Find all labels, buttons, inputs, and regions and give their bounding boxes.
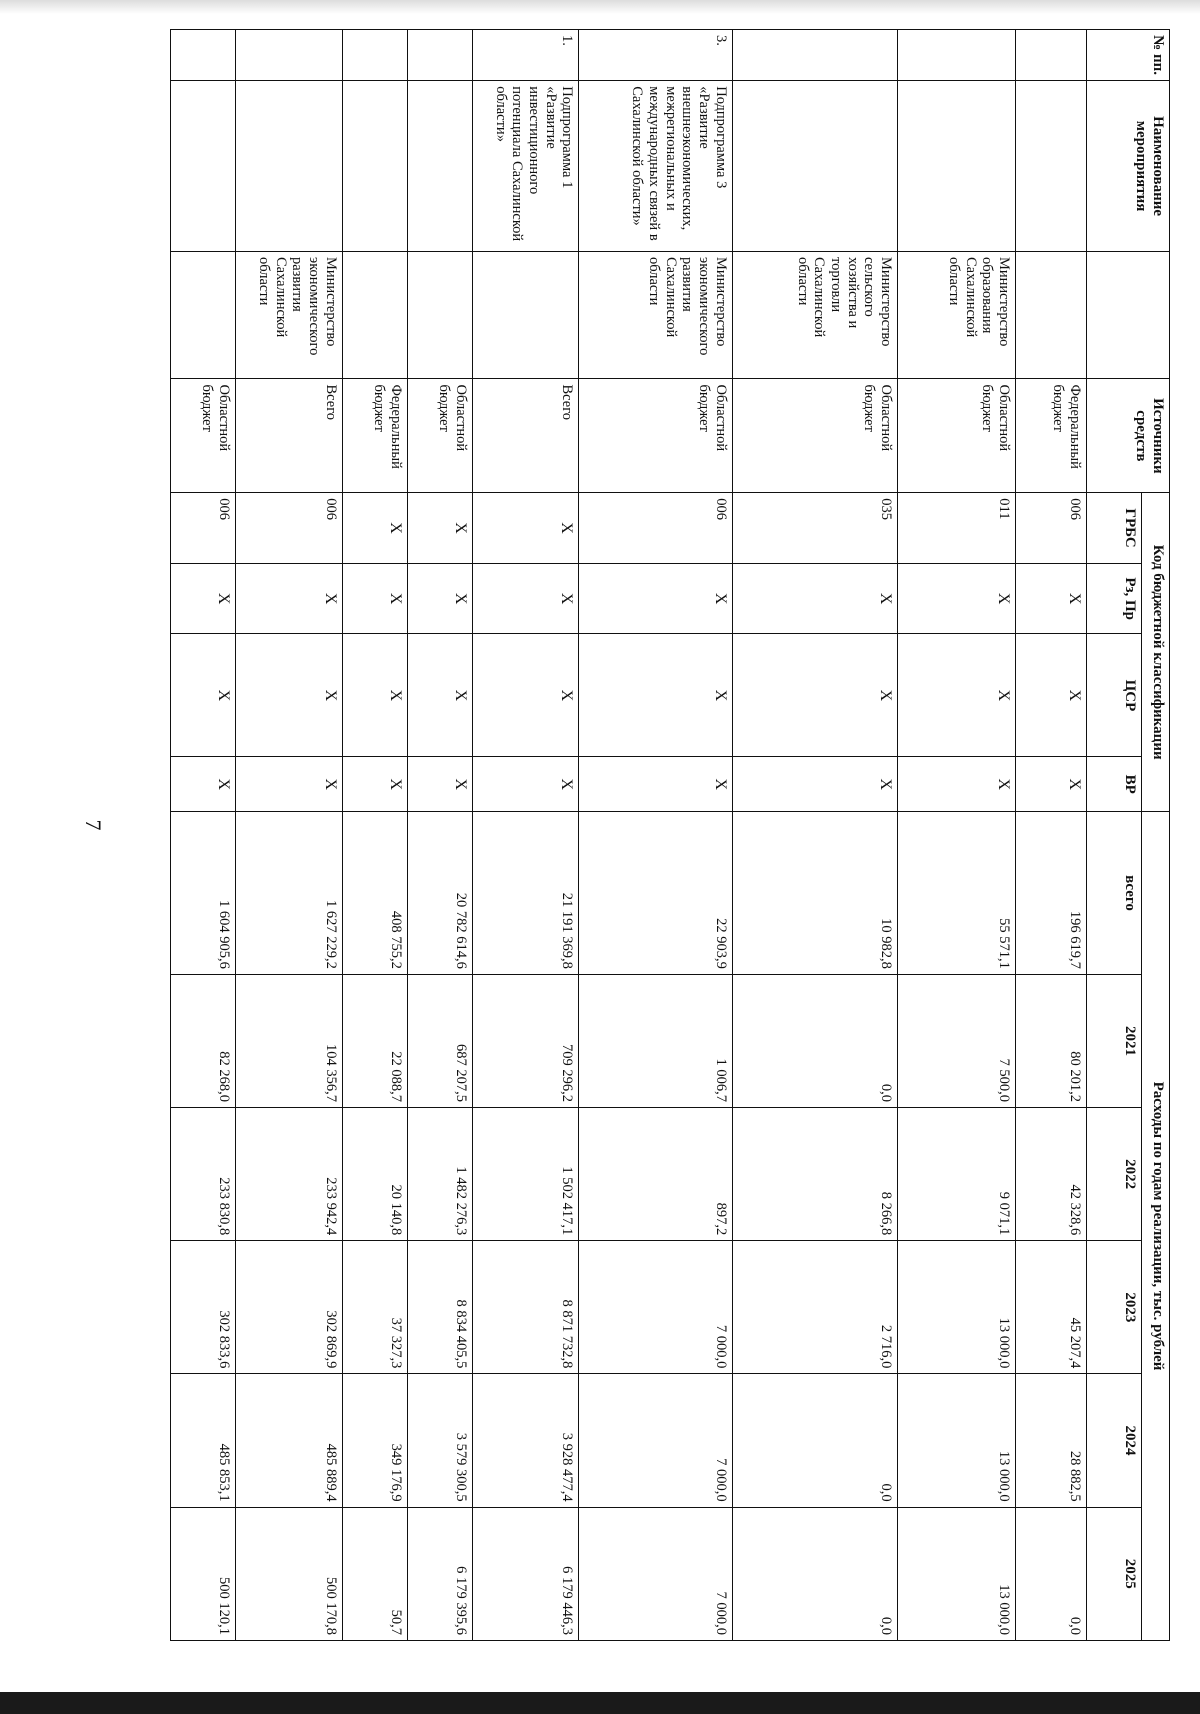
cell-no: 1.: [472, 30, 579, 81]
table-row: [236, 30, 343, 1641]
scan-edge-top: [0, 0, 1200, 14]
header-csr: ЦСР: [1087, 634, 1142, 757]
cell-y2021: 22 088,7: [342, 974, 407, 1107]
cell-name: [171, 81, 236, 252]
cell-source: Всего: [472, 379, 579, 493]
cell-y2022: 8 266,8: [732, 1108, 897, 1241]
cell-executor: [407, 251, 472, 379]
cell-rzpr: X: [579, 563, 733, 634]
cell-rzpr: X: [898, 563, 1016, 634]
cell-y2022: 1 482 276,3: [407, 1108, 472, 1241]
cell-executor: [171, 251, 236, 379]
table-row: [342, 30, 407, 1641]
cell-name: [407, 81, 472, 252]
cell-total: 408 755,2: [342, 812, 407, 975]
cell-grbs: 035: [732, 493, 897, 564]
cell-rzpr: X: [342, 563, 407, 634]
header-executor: [1087, 251, 1170, 379]
cell-rzpr: X: [407, 563, 472, 634]
cell-source: Областной бюджет: [579, 379, 733, 493]
cell-y2022: 897,2: [579, 1108, 733, 1241]
cell-source: Областной бюджет: [407, 379, 472, 493]
cell-y2022: 233 942,4: [236, 1108, 343, 1241]
cell-y2022: 233 830,8: [171, 1108, 236, 1241]
cell-grbs: 011: [898, 493, 1016, 564]
cell-no: [342, 30, 407, 81]
cell-csr: X: [1016, 634, 1087, 757]
cell-no: [898, 30, 1016, 81]
cell-y2021: 82 268,0: [171, 974, 236, 1107]
cell-y2025: 50,7: [342, 1507, 407, 1640]
table-row: [407, 30, 472, 1641]
cell-executor: Министерство сельского хозяйства и торговли Сахалинской области: [732, 251, 897, 379]
cell-y2021: 7 500,0: [898, 974, 1016, 1107]
header-expenses: Расходы по годам реализации, тыс. рублей: [1142, 812, 1170, 1641]
cell-y2025: 500 170,8: [236, 1507, 343, 1640]
cell-y2024: 13 000,0: [898, 1374, 1016, 1507]
cell-name: Подпрограмма 3 «Развитие внешнеэкономических, межрегиональных и международных связей в Сахалинской области»: [579, 81, 733, 252]
cell-y2023: 13 000,0: [898, 1241, 1016, 1374]
header-sources: Источники средств: [1087, 379, 1170, 493]
cell-no: [407, 30, 472, 81]
cell-source: Федеральный бюджет: [342, 379, 407, 493]
cell-no: [171, 30, 236, 81]
cell-y2025: 6 179 446,3: [472, 1507, 579, 1640]
table-row: [171, 30, 236, 1641]
table-row: [579, 30, 733, 1641]
cell-vr: X: [407, 757, 472, 812]
cell-csr: X: [236, 634, 343, 757]
cell-y2024: 0,0: [732, 1374, 897, 1507]
cell-name: [342, 81, 407, 252]
cell-y2025: 13 000,0: [898, 1507, 1016, 1640]
cell-y2022: 42 328,6: [1016, 1108, 1087, 1241]
cell-executor: Министерство экономического развития Сахалинской области: [236, 251, 343, 379]
cell-vr: X: [342, 757, 407, 812]
cell-y2025: 0,0: [732, 1507, 897, 1640]
header-vr: ВР: [1087, 757, 1142, 812]
cell-y2021: 709 296,2: [472, 974, 579, 1107]
cell-vr: X: [732, 757, 897, 812]
cell-y2025: 0,0: [1016, 1507, 1087, 1640]
cell-csr: X: [171, 634, 236, 757]
cell-total: 196 619,7: [1016, 812, 1087, 975]
cell-name: [898, 81, 1016, 252]
header-grbs: ГРБС: [1087, 493, 1142, 564]
cell-y2023: 8 834 405,5: [407, 1241, 472, 1374]
cell-source: Областной бюджет: [171, 379, 236, 493]
cell-rzpr: X: [236, 563, 343, 634]
cell-y2024: 28 882,5: [1016, 1374, 1087, 1507]
cell-vr: X: [171, 757, 236, 812]
rotated-table-container: [170, 29, 1170, 1641]
cell-y2023: 45 207,4: [1016, 1241, 1087, 1374]
cell-total: 1 627 229,2: [236, 812, 343, 975]
header-2024: 2024: [1087, 1374, 1142, 1507]
cell-vr: X: [579, 757, 733, 812]
cell-rzpr: X: [1016, 563, 1087, 634]
cell-vr: X: [236, 757, 343, 812]
cell-source: Федеральный бюджет: [1016, 379, 1087, 493]
cell-total: 10 982,8: [732, 812, 897, 975]
cell-y2023: 302 833,6: [171, 1241, 236, 1374]
cell-source: Всего: [236, 379, 343, 493]
cell-y2023: 7 000,0: [579, 1241, 733, 1374]
cell-no: [1016, 30, 1087, 81]
cell-y2024: 485 889,4: [236, 1374, 343, 1507]
header-2021: 2021: [1087, 974, 1142, 1107]
cell-y2022: 20 140,8: [342, 1108, 407, 1241]
cell-grbs: X: [472, 493, 579, 564]
cell-rzpr: X: [732, 563, 897, 634]
budget-table: [170, 29, 1170, 1641]
cell-y2022: 9 071,1: [898, 1108, 1016, 1241]
cell-name: [732, 81, 897, 252]
cell-y2024: 3 928 477,4: [472, 1374, 579, 1507]
cell-y2023: 302 869,9: [236, 1241, 343, 1374]
table-row: [1016, 30, 1087, 1641]
cell-executor: [472, 251, 579, 379]
cell-vr: X: [472, 757, 579, 812]
cell-grbs: 006: [236, 493, 343, 564]
header-no: № пп.: [1087, 30, 1170, 81]
cell-executor: [342, 251, 407, 379]
cell-total: 1 604 905,6: [171, 812, 236, 975]
cell-y2021: 687 207,5: [407, 974, 472, 1107]
cell-name: Подпрограмма 1 «Развитие инвестиционного потенциала Сахалинской области»: [472, 81, 579, 252]
cell-total: 21 191 369,8: [472, 812, 579, 975]
cell-csr: X: [898, 634, 1016, 757]
cell-y2025: 7 000,0: [579, 1507, 733, 1640]
cell-y2021: 1 006,7: [579, 974, 733, 1107]
cell-grbs: X: [407, 493, 472, 564]
cell-name: [1016, 81, 1087, 252]
cell-grbs: 006: [171, 493, 236, 564]
cell-y2023: 2 716,0: [732, 1241, 897, 1374]
cell-no: [732, 30, 897, 81]
cell-csr: X: [407, 634, 472, 757]
table-row: [898, 30, 1016, 1641]
cell-y2024: 7 000,0: [579, 1374, 733, 1507]
cell-y2021: 104 356,7: [236, 974, 343, 1107]
cell-y2024: 3 579 300,5: [407, 1374, 472, 1507]
header-rzpr: Рз, Пр: [1087, 563, 1142, 634]
cell-source: Областной бюджет: [732, 379, 897, 493]
cell-executor: Министерство образования Сахалинской области: [898, 251, 1016, 379]
cell-csr: X: [732, 634, 897, 757]
cell-total: 55 571,1: [898, 812, 1016, 975]
cell-y2025: 6 179 395,6: [407, 1507, 472, 1640]
cell-vr: X: [1016, 757, 1087, 812]
cell-y2024: 349 176,9: [342, 1374, 407, 1507]
cell-y2025: 500 120,1: [171, 1507, 236, 1640]
header-2023: 2023: [1087, 1241, 1142, 1374]
cell-csr: X: [472, 634, 579, 757]
cell-csr: X: [342, 634, 407, 757]
cell-executor: [1016, 251, 1087, 379]
cell-grbs: 006: [1016, 493, 1087, 564]
cell-rzpr: X: [171, 563, 236, 634]
cell-executor: Министерство экономического развития Сахалинской области: [579, 251, 733, 379]
cell-grbs: 006: [579, 493, 733, 564]
cell-y2021: 80 201,2: [1016, 974, 1087, 1107]
cell-vr: X: [898, 757, 1016, 812]
cell-y2022: 1 502 417,1: [472, 1108, 579, 1241]
cell-y2023: 8 871 732,8: [472, 1241, 579, 1374]
table-row: [732, 30, 897, 1641]
cell-name: [236, 81, 343, 252]
cell-rzpr: X: [472, 563, 579, 634]
cell-y2021: 0,0: [732, 974, 897, 1107]
cell-source: Областной бюджет: [898, 379, 1016, 493]
header-total: всего: [1087, 812, 1142, 975]
cell-no: 3.: [579, 30, 733, 81]
page-number: 7: [81, 819, 106, 831]
cell-no: [236, 30, 343, 81]
cell-total: 20 782 614,6: [407, 812, 472, 975]
cell-csr: X: [579, 634, 733, 757]
cell-y2024: 485 853,1: [171, 1374, 236, 1507]
cell-grbs: X: [342, 493, 407, 564]
cell-total: 22 903,9: [579, 812, 733, 975]
cell-y2023: 37 327,3: [342, 1241, 407, 1374]
header-2022: 2022: [1087, 1108, 1142, 1241]
header-name: Наименование мероприятия: [1087, 81, 1170, 252]
header-budget-code: Код бюджетной классификации: [1142, 493, 1170, 812]
header-2025: 2025: [1087, 1507, 1142, 1640]
table-row: [472, 30, 579, 1641]
scan-edge-bottom: [0, 1692, 1200, 1714]
